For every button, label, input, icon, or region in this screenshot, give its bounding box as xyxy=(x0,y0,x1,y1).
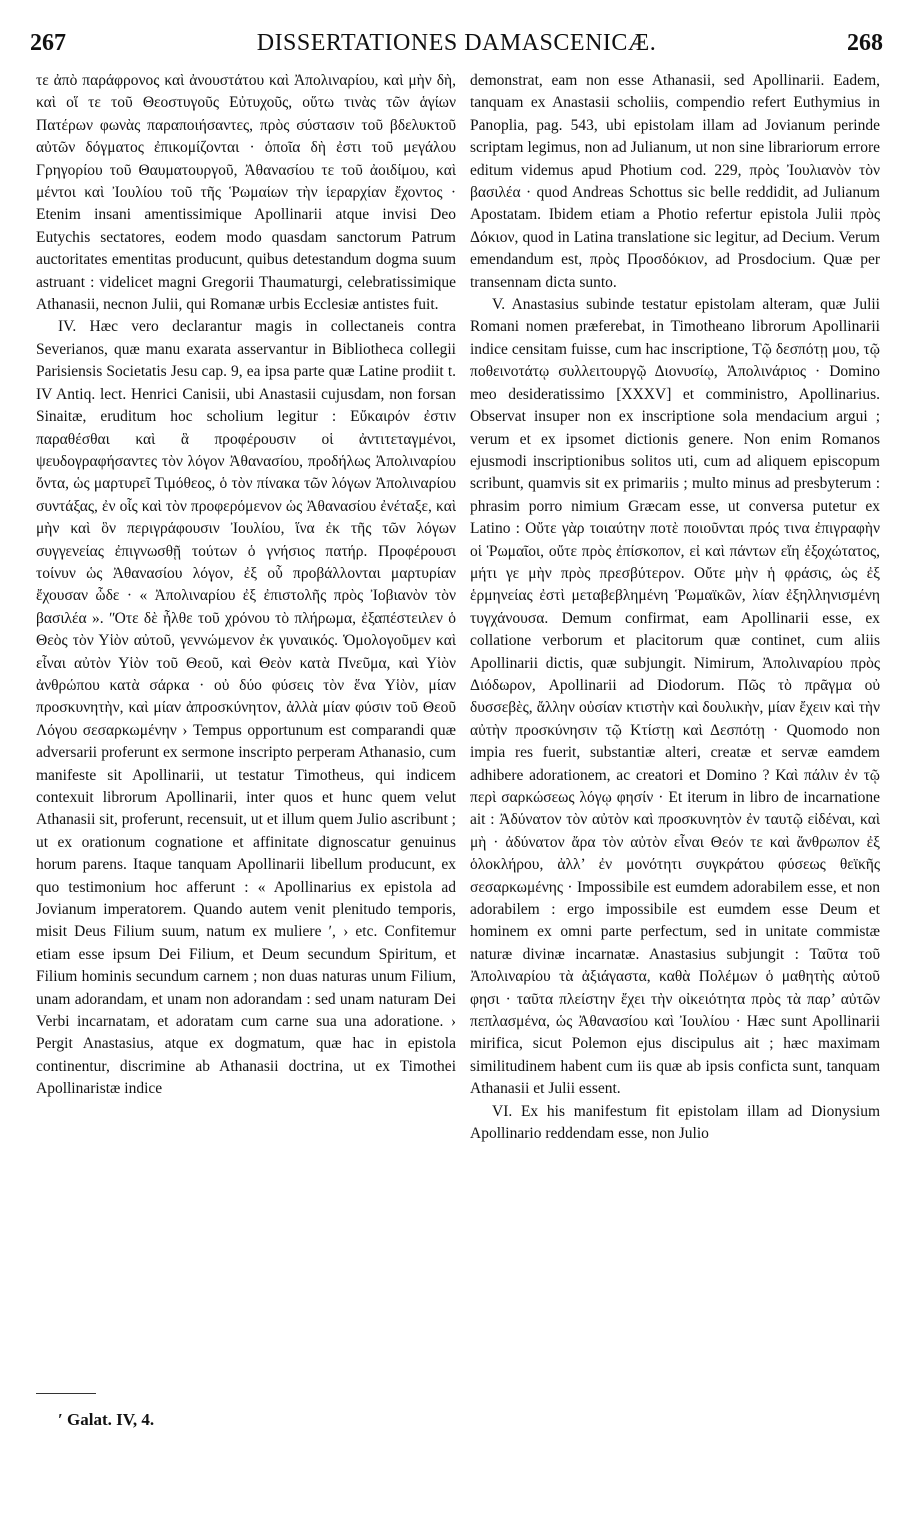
running-header xyxy=(0,30,913,66)
paragraph: τε ἀπὸ παράφρονος καὶ ἀνουστάτου καὶ Ἀπολιναρίου, καὶ μὴν δὴ, καὶ οἵ τε τοῦ Θεοστυγοῦς Εὐτυχοῦς, οὕτω τινὰς τῶν ἁγίων Πατέρων φωνὰς παραποιήσαντες, πρὸς σύστασιν τοῦ βδελυκτοῦ αὐτῶν δόγματος ἐπικομίζονται · ὁποῖα δὴ ἐστι τοῦ μεγάλου Γρηγορίου τοῦ Θαυματουργοῦ, Ἀθανασίου τε τοῦ ἀοιδίμου, καὶ μέντοι καὶ Ἰουλίου τοῦ τῆς Ῥωμαίων τὴν ἱεραρχίαν ἔχοντος · Etenim insani amentissimique Apollinarii atque invisi Deo Eutychis sectatores, eodem modo quasdam sanctorum Patrum auctoritates ementitas producunt, quibus detestandum dogma suum astruant : videlicet magni Gregorii Thaumaturgi, celebratissimique Athanasii, necnon Julii, qui Romanæ urbis Ecclesiæ antistes fuit. xyxy=(36,72,456,314)
paragraph: V. Anastasius subinde testatur epistolam alteram, quæ Julii Romani nomen præferebat, in Timotheano librorum Apollinarii indice censitam fuisse, cum hac inscriptione, Τῷ δεσπότῃ μου, τῷ ποθεινοτάτῳ συλλειτουργῷ Διονυσίῳ, Ἀπολινάριος · Domino meo desideratissimo [XXXV] et comministro, Apollinarius. Observat insuper non ex inscriptione sola mendacium argui ; verum et ex ipsomet dictionis genere. Non enim Romanos ejusmodi inscriptionibus solitos uti, cum ad aliquem episcopum scribunt, quamvis sit ex primariis ; multo minus ad presbyterum : phrasim porro nimium Græcam esse, ut conversa putetur ex Latino : Οὔτε γὰρ τοιαύτην ποτὲ ποιοῦνται πρός τινα ἐπιγραφὴν οἱ Ῥωμαῖοι, οὔτε πρὸς ἐπίσκοπον, εἰ καὶ πάντων εἴη ἐξοχώτατος, μήτι γε μὴν πρὸς πρεσβύτερον. Οὔτε μὴν ἡ φράσις, ὡς ἐξ ἑρμηνείας ἐστὶ μεταβεβλημένη Ῥωμαϊκῶν, λίαν ἐξηλληνισμένη τυγχάνουσα. Demum confirmat, eam Apollinarii esse, ex collatione verborum et placitorum quæ continet, cum aliis Apollinarii dictis, quæ subjungit. Nimirum, Ἀπολιναρίου πρὸς Διόδωρον, Apollinarii ad Diodorum. Πῶς τὸ πρᾶγμα οὐ δυσσεβὲς, ἄλλην οὐσίαν κτιστὴν καὶ δουλικὴν, μίαν ἔχειν καὶ τὴν αὐτὴν προσκύνησιν τῷ Κτίστῃ καὶ Δεσπότῃ · Quomodo non impia res fuerit, substantiæ alteri, creatæ et servæ eamdem adhibere adorationem, ac creatori et Domino ? Καὶ πάλιν ἐν τῷ περὶ σαρκώσεως λόγῳ φησίν · Et iterum in libro de incarnatione ait : Ἀδύνατον τὸν αὐτὸν καὶ προσκυνητὸν ἐν ταυτῷ εἰδέναι, καὶ μὴ · ἀδύνατον ἄρα τὸν αὐτὸν εἶναι Θεόν τε καὶ ἄνθρωπον ἐξ ὁλοκλήρου, ἀλλ’ ἐν μονότητι συγκράτου φύσεως θεϊκῆς σεσαρκωμένης · Impossibile est eumdem adorabilem esse, et non adorabilem : ergo impossibile est eumdem esse Deum et hominem ex omni parte perfectum, sed in unitate commistæ naturæ divinæ incarnatæ. Anastasius subjungit : Ταῦτα τοῦ Ἀπολιναρίου τὰ ἀξιάγαστα, καθὰ Πολέμων ὁ μαθητὴς αὐτοῦ φησι · ταῦτα πλείστην ἔχει τὴν οἰκειότητα πρὸς τὰ παρ’ αὐτῶν πεπλασμένα, ὡς Ἀθανασίου καὶ Ἰουλίου · Hæc sunt Apollinarii mirifica, sicut Polemon ejus discipulus ait ; hæc maximam similitudinem habent cum iis quæ ab ipsis conficta sunt, tanquam Athanasii et Julii essent. xyxy=(470,296,880,1098)
paragraph: IV. Hæc vero declarantur magis in collectaneis contra Severianos, quæ manu exarata asservantur in Bibliotheca collegii Parisiensis Societatis Jesu cap. 9, ea ipsa parte quæ Latine prodiit t. IV Antiq. lect. Henrici Canisii, ubi Anastasii cujusdam, non forsan Sinaitæ, eruditum hoc scholium legitur : Εὔκαιρόν ἐστιν παραθέσθαι καὶ ἃ προφέρουσιν οἱ ἀντιτεταγμένοι, ψευδογραφήσαντες τὸν λόγον Ἀθανασίου, προδήλως Ἀπολιναρίου ὄντα, ὡς μαρτυρεῖ Τιμόθεος, ὁ τὸν πίνακα τῶν λόγων Ἀπολιναρίου συντάξας, ἐν οἷς καὶ τὸν προφερόμενον ὡς Ἀθανασίου ἐνέταξε, καὶ μὴν καὶ ὃν περιγράφουσιν Ἰουλίου, ἵνα ἐκ τῆς τῶν λόγων συγγενείας ἐπιγνωσθῇ τούτων ὁ γνήσιος πατήρ. Προφέρουσι τοίνυν ὡς Ἀθανασίου λόγον, ἐξ οὗ προβάλλονται μαρτυρίαν ἔχουσαν ὧδε · « Ἀπολιναρίου ἐξ ἐπιστολῆς πρὸς Ἰοβιανὸν τὸν βασιλέα ». ʺΟτε δὲ ἦλθε τοῦ χρόνου τὸ πλήρωμα, ἐξαπέστειλεν ὁ Θεὸς τὸν Υἱὸν αὐτοῦ, γεννώμενον ἐκ γυναικός. Ὁμολογοῦμεν καὶ εἶναι αὐτὸν Υἱὸν τοῦ Θεοῦ, καὶ Θεὸν κατὰ Πνεῦμα, καὶ Υἱὸν ἀνθρώπου κατὰ σάρκα · οὐ δύο φύσεις τὸν ἕνα Υἱὸν, μίαν προσκυνητὴν, καὶ μίαν ἀπροσκύνητον, ἀλλὰ μίαν φύσιν τοῦ Θεοῦ Λόγου σεσαρκωμένην › Tempus opportunum est comparandi quæ adversarii proferunt ex sermone inscripto perperam Athanasio, cum manifeste sit Apollinarii, ut testatur Timotheus, qui indicem contexuit librorum Apollinarii, inter quos et hunc quem velut Athanasii sit, proferunt, recensuit, ut et illum quem Julio ascribunt ; ut ex orationum cognatione et affinitate dignoscatur genuinus horum parens. Itaque tanquam Apollinarii libellum producunt, ex quo testimonium hoc afferunt : « Apollinarius ex epistola ad Jovianum imperatorem. Quando autem venit plenitudo temporis, misit Deus Filium suum, natum ex muliere ʹ, › etc. Confitemur etiam esse ipsum Dei Filium, et Deum secundum Spiritum, et Filium hominis secundum carnem ; non duas naturas unum Filium, unam adorandam, et unam non adorandam : sed unam naturam Dei Verbi incarnatam, et adoratam cum carne sua una adoratione. › Pergit Anastasius, atque ex dogmatum, quæ hac in epistola continentur, discrimine ab Athanasii doctrina, ut ex Timothei Apollinaristæ indice xyxy=(36,318,456,1098)
paragraph: demonstrat, eam non esse Athanasii, sed Apollinarii. Eadem, tanquam ex Anastasii scholiis, compendio refert Euthymius in Panoplia, pag. 543, ubi epistolam illam ad Jovianum perinde scriptam legimus, non ad Julianum, ut non sine librariorum errore editum videmus apud Photium cod. 229, πρὸς Ἰουλιανὸν τὸν βασιλέα · quod Andreas Schottus sic belle reddidit, ad Julianum Apostatam. Ibidem etiam a Photio refertur epistola Julii πρὸς Δόκιον, quod in Latina translatione sic legitur, ad Decium. Verum emendandum est, πρὸς Προσδόκιον, ad Prosdocium. Quæ per transennam dicta sunto. xyxy=(470,72,880,291)
page-number-right: 268 xyxy=(847,30,883,56)
left-column xyxy=(36,70,456,1101)
paragraph: VI. Ex his manifestum fit epistolam illam ad Dionysium Apollinario reddendam esse, non Julio xyxy=(470,1102,880,1143)
right-column xyxy=(470,70,880,1146)
running-title: DISSERTATIONES DAMASCENICÆ. xyxy=(256,30,657,56)
page-number-left: 267 xyxy=(30,30,66,56)
footnote-rule xyxy=(36,1393,96,1394)
footnote: ʹ Galat. IV, 4. xyxy=(58,1410,155,1429)
